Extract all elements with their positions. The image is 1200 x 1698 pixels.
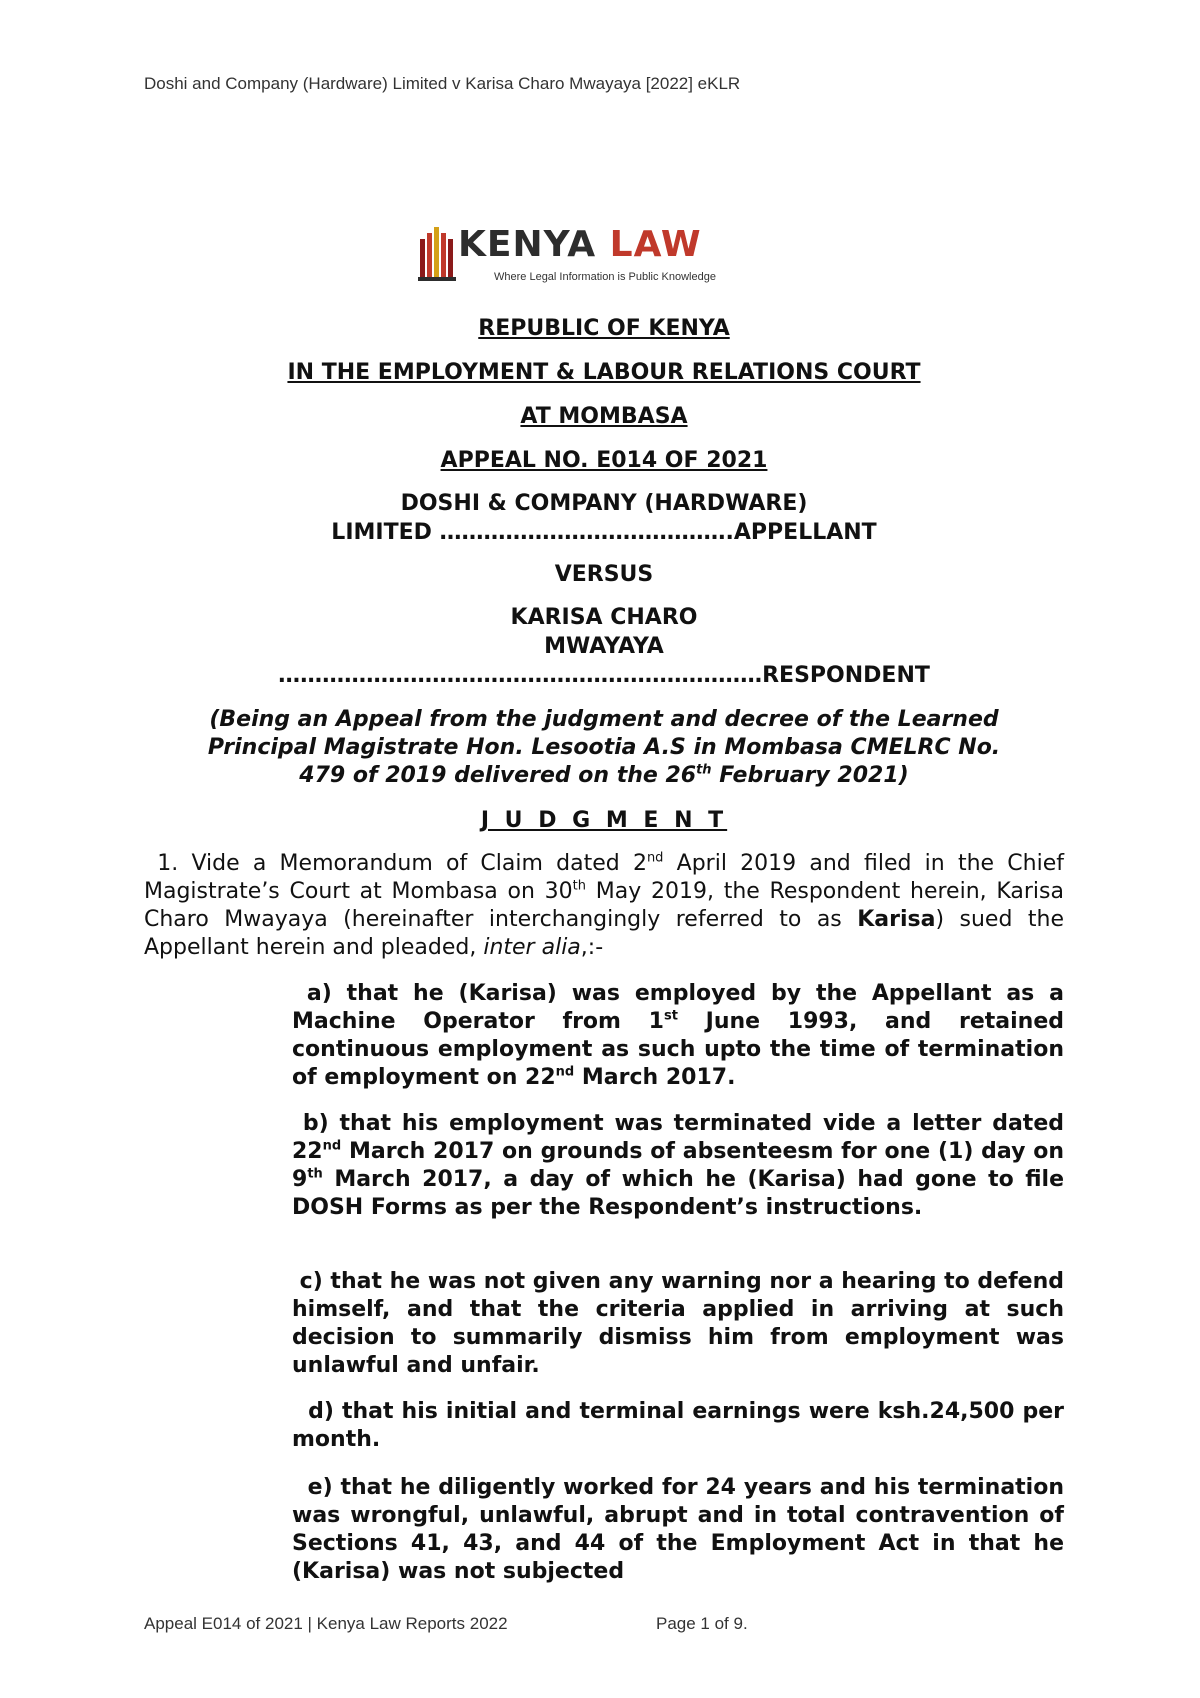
item-a-text-2: June 1993, and retained continuous employment as such upto the time of termination of employment on 22: [292, 1009, 1065, 1090]
p1-sup-1: nd: [646, 850, 664, 866]
heading-republic: REPUBLIC OF KENYA: [478, 316, 730, 341]
item-a-sup-2: nd: [555, 1064, 575, 1080]
subtitle-line3-end: February 2021): [711, 763, 909, 788]
p1-bold-karisa: Karisa: [857, 907, 936, 932]
item-b-text-3: March 2017, a day of which he (Karisa) had gone to file DOSH Forms as per the Respondent’s instructions.: [292, 1167, 1064, 1220]
subtitle-line3: [144, 762, 1064, 790]
respondent-name-line1: KARISA CHARO: [510, 605, 698, 630]
subtitle-line2: Principal Magistrate Hon. Lesootia A.S in Mombasa CMELRC No.: [207, 735, 1001, 760]
subtitle-line3-text: 479 of 2019 delivered on the 26: [299, 763, 697, 788]
appellant-name-line1: DOSHI & COMPANY (HARDWARE): [400, 491, 808, 516]
p1-sup-2: th: [572, 878, 587, 894]
heading-appeal-no: APPEAL NO. E014 OF 2021: [440, 448, 768, 473]
logo-word-law: LAW: [609, 224, 702, 265]
item-b-sup-2: th: [307, 1166, 323, 1182]
pillars-icon: [418, 225, 456, 283]
list-item-c: [292, 1268, 1064, 1380]
subtitle-sup: th: [696, 762, 712, 778]
subtitle-line1: (Being an Appeal from the judgment and decree of the Learned: [209, 707, 999, 732]
item-e-text: e) that he diligently worked for 24 years and his termination was wrongful, unlawful, abrupt and in total contravention of Sections 41, 43, and 44 of the Employment Act in that he (Karisa) was not subjected: [292, 1475, 1065, 1584]
item-b-text-2: March 2017 on grounds of absenteesm for one (1) day on 9: [292, 1139, 1064, 1192]
respondent-name-line3: …………………………………………………………RESPONDENT: [278, 663, 930, 688]
p1-text-d: ) sued the Appellant herein and pleaded,: [144, 907, 1064, 960]
footer-citation: Appeal E014 of 2021 | Kenya Law Reports 2022: [144, 1614, 508, 1633]
heading-location: AT MOMBASA: [520, 404, 688, 429]
appellant-name-line2: LIMITED ………………………………….APPELLANT: [331, 520, 877, 545]
p1-text-a: 1. Vide a Memorandum of Claim dated 2: [157, 851, 647, 876]
respondent-name-line2: MWAYAYA: [544, 634, 664, 659]
footer-page-number: Page 1 of 9.: [656, 1614, 748, 1633]
logo-tagline: Where Legal Information is Public Knowledge: [494, 271, 716, 283]
p1-italic-inter-alia: inter alia: [483, 935, 581, 960]
item-b-text-1: b) that his employment was terminated vide a letter dated 22: [292, 1111, 1064, 1164]
item-b-sup-1: nd: [322, 1138, 342, 1154]
appellant-block: [144, 489, 1064, 547]
appeal-subtitle: [144, 706, 1064, 790]
logo-wordmark: [458, 224, 702, 265]
p1-text-b: April 2019 and filed in the Chief Magistrate’s Court at Mombasa on 30: [144, 851, 1064, 904]
logo-word-kenya: KENYA: [458, 224, 597, 265]
paragraph-1: [144, 850, 1064, 962]
list-item-d: [292, 1398, 1064, 1454]
p1-text-e: ,:-: [580, 935, 604, 960]
item-a-text-1: a) that he (Karisa) was employed by the Appellant as a Machine Operator from 1: [292, 981, 1064, 1034]
list-item-b: [292, 1110, 1064, 1222]
respondent-block: [144, 603, 1064, 690]
judgment-title: J U D G M E N T: [480, 808, 728, 833]
item-a-sup-1: st: [663, 1008, 678, 1024]
p1-text-c: May 2019, the Respondent herein, Karisa Charo Mwayaya (hereinafter interchangingly referred to as: [144, 879, 1064, 932]
item-a-text-3: March 2017.: [574, 1065, 736, 1090]
list-item-a: [292, 980, 1064, 1092]
item-c-text: c) that he was not given any warning nor a hearing to defend himself, and that the criteria applied in arriving at such decision to summarily dismiss him from employment was unlawful and unfair.: [292, 1269, 1064, 1378]
running-header: Doshi and Company (Hardware) Limited v Karisa Charo Mwayaya [2022] eKLR: [144, 74, 741, 93]
heading-court: IN THE EMPLOYMENT & LABOUR RELATIONS COURT: [287, 360, 921, 385]
kenya-law-logo: [418, 223, 728, 289]
versus-label: VERSUS: [554, 562, 654, 587]
item-d-text: d) that his initial and terminal earnings were ksh.24,500 per month.: [292, 1399, 1064, 1452]
list-item-e: [292, 1474, 1064, 1586]
